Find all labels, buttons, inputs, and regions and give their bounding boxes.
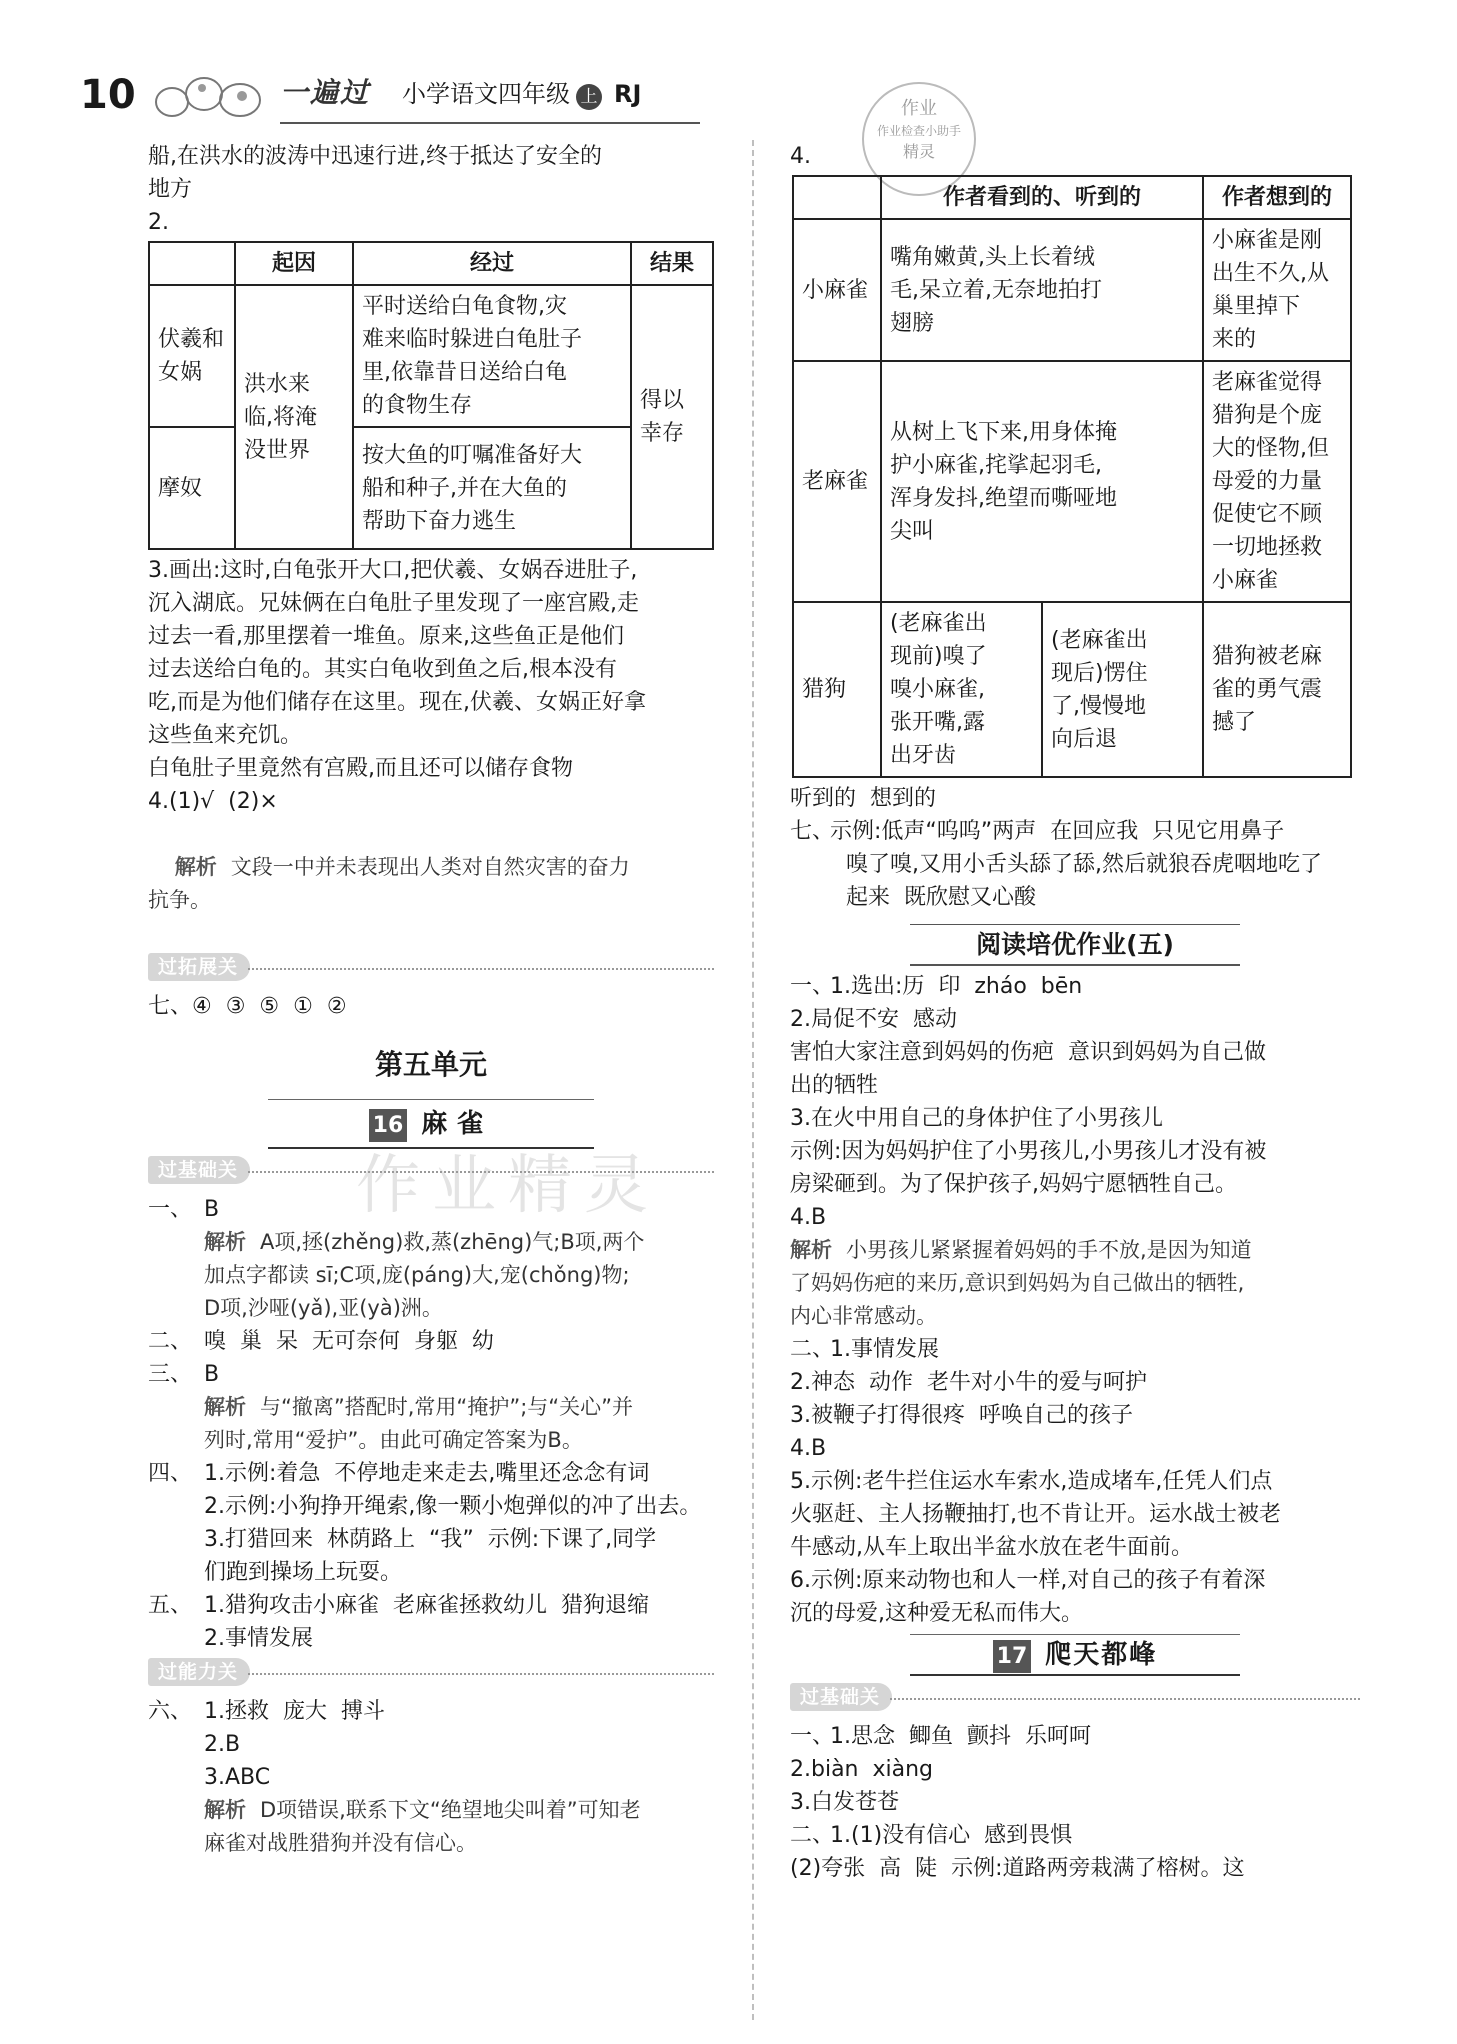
analysis-label: 解析 <box>174 855 217 879</box>
answer-paragraph: 3.画出:这时,白龟张开大口,把伏羲、女娲吞进肚子, 沉入湖底。兄妹俩在白龟肚子里发现了一座宫殿,走 过去一看,那里摆着一堆鱼。原来,这些鱼正是他们 过去送给白龟的。其实白龟收到鱼之后,根本没有 吃,而是为他们储存在这里。现在,伏羲、女娲正好拿 这些鱼来充饥。 <box>148 558 646 748</box>
answer-line: 2.示例:小狗挣开绳索,像一颗小炮弹似的冲了出去。 <box>204 1494 702 1519</box>
table-cell: (老麻雀出 现前)嗅了 嗅小麻雀, 张开嘴,露 出牙齿 <box>881 602 1042 777</box>
answer-item: 二、1.事情发展 <box>790 1337 939 1362</box>
lesson-number: 17 <box>993 1640 1032 1673</box>
answer-line: 3.打猎回来 林荫路上 “我” 示例:下课了,同学 们跑到操场上玩耍。 <box>204 1527 657 1585</box>
answer-line: 4.(1)√ (2)× <box>148 789 278 814</box>
answer-item: 四、 1.示例:着急 不停地走来走去,嘴里还念念有词 <box>148 1461 650 1486</box>
lesson-name: 麻雀 <box>421 1109 494 1139</box>
observation-table <box>792 175 1352 778</box>
table-cell: 猎狗 <box>793 602 881 777</box>
answer-line: 地方 <box>148 177 193 202</box>
watermark: 作业精灵 <box>356 1149 660 1223</box>
answer-line: 4.B <box>790 1205 827 1230</box>
lesson-number: 16 <box>369 1109 408 1142</box>
analysis: 解析 A项,拯(zhěng)救,蒸(zhēng)气;B项,两个 加点字都读 sī;C项,庞(páng)大,宠(chǒng)物; D项,沙哑(yǎ),亚(yà)洲。 <box>204 1230 645 1320</box>
lesson-title <box>148 1095 714 1153</box>
analysis: 解析 文段一中并未表现出人类对自然灾害的奋力 抗争。 <box>148 855 630 912</box>
answer-line: 4.B <box>790 1436 827 1461</box>
table-header: 结果 <box>631 242 713 285</box>
table-header <box>149 242 235 285</box>
section-badge: 过基础关 <box>790 1680 1360 1720</box>
answer-item: 六、 1.拯救 庞大 搏斗 <box>148 1699 385 1724</box>
table-header: 起因 <box>235 242 353 285</box>
answer-line: 2.局促不安 感动 <box>790 1007 957 1032</box>
answer-line: 3.被鞭子打得很疼 呼唤自己的孩子 <box>790 1403 1133 1428</box>
header-subtitle: 小学语文四年级 <box>402 80 570 108</box>
volume-badge: 上 <box>576 84 602 110</box>
answer-line: (2)夸张 高 陡 示例:道路两旁栽满了榕树。这 <box>790 1856 1245 1881</box>
section-title: 阅读培优作业(五) <box>790 920 1360 970</box>
answer-line: 5.示例:老牛拦住运水车索水,造成堵车,任凭人们点 火驱赶、主人扬鞭抽打,也不肯让开。运水战士被老 牛感动,从车上取出半盆水放在老牛面前。 <box>790 1469 1281 1560</box>
answer-item: 二、 嗅 巢 呆 无可奈何 身躯 幼 <box>148 1329 494 1354</box>
table-cell: 老麻雀 <box>793 361 881 602</box>
answer-line: 3.ABC <box>204 1765 271 1790</box>
question-number: 4. <box>790 144 811 169</box>
table-cell: 猎狗被老麻 雀的勇气震 撼了 <box>1203 602 1351 777</box>
column-divider <box>752 140 754 2020</box>
page-number: 10 <box>80 72 136 118</box>
answer-item: 七、示例:低声“呜呜”两声 在回应我 只见它用鼻子 嗅了嗅,又用小舌头舔了舔,然后就狼吞虎咽地吃了 起来 既欣慰又心酸 <box>790 819 1322 910</box>
decorative-bubbles-icon <box>152 74 272 122</box>
brand-logo: 一遍过 <box>280 76 371 109</box>
table-cell: 嘴角嫩黄,头上长着绒 毛,呆立着,无奈地拍打 翅膀 <box>881 219 1203 361</box>
answer-line: 害怕大家注意到妈妈的伤疤 意识到妈妈为自己做 出的牺牲 <box>790 1040 1266 1098</box>
answer-line: 示例:因为妈妈护住了小男孩儿,小男孩儿才没有被 房梁砸到。为了保护孩子,妈妈宁愿牺牲自己。 <box>790 1139 1267 1197</box>
table-header: 作者看到的、听到的 <box>881 176 1203 219</box>
header-underline <box>280 122 700 124</box>
answer-line: 2.B <box>204 1732 241 1757</box>
right-column <box>790 140 1360 1885</box>
answer-item: 一、 B <box>148 1197 220 1222</box>
section-badge: 过基础关 <box>148 1153 714 1193</box>
answer-line: 七、④ ③ ⑤ ① ② <box>148 994 347 1019</box>
answer-line: 6.示例:原来动物也和人一样,对自己的孩子有着深 沉的母爱,这种爱无私而伟大。 <box>790 1568 1266 1626</box>
section-badge: 过拓展关 <box>148 950 714 990</box>
table-cell: 老麻雀觉得 猎狗是个庞 大的怪物,但 母爱的力量 促使它不顾 一切地拯救 小麻雀 <box>1203 361 1351 602</box>
edition-label: RJ <box>614 80 642 108</box>
page-header <box>80 70 700 130</box>
table-cell: 洪水来 临,将淹 没世界 <box>235 285 353 549</box>
answer-item: 二、1.(1)没有信心 感到畏惧 <box>790 1823 1073 1848</box>
question-number: 2. <box>148 210 169 235</box>
table-cell: (老麻雀出 现后)愣住 了,慢慢地 向后退 <box>1042 602 1203 777</box>
table-cell: 平时送给白龟食物,灾 难来临时躲进白龟肚子 里,依靠昔日送给白龟 的食物生存 <box>353 285 631 427</box>
section-badge: 过能力关 <box>148 1655 714 1695</box>
table-cell: 按大鱼的叮嘱准备好大 船和种子,并在大鱼的 帮助下奋力逃生 <box>353 427 631 549</box>
table-header <box>793 176 881 219</box>
answer-item: 一、1.思念 鲫鱼 颤抖 乐呵呵 <box>790 1724 1091 1749</box>
homework-stamp: 作业 作业检查小助手 精灵 <box>862 82 976 196</box>
answer-item: 三、 B <box>148 1362 220 1387</box>
table-cell: 小麻雀 <box>793 219 881 361</box>
table-cell: 从树上飞下来,用身体掩 护小麻雀,挓挲起羽毛, 浑身发抖,绝望而嘶哑地 尖叫 <box>881 361 1203 602</box>
unit-title: 第五单元 <box>374 1048 487 1081</box>
analysis: 解析 小男孩儿紧紧握着妈妈的手不放,是因为知道 了妈妈伤疤的来历,意识到妈妈为自己做出的牺牲, 内心非常感动。 <box>790 1238 1252 1328</box>
answer-item: 五、 1.猎狗攻击小麻雀 老麻雀拯救幼儿 猎狗退缩 <box>148 1593 649 1618</box>
analysis: 解析 D项错误,联系下文“绝望地尖叫着”可知老 麻雀对战胜猎狗并没有信心。 <box>204 1798 641 1855</box>
answer-line: 3.白发苍苍 <box>790 1790 899 1815</box>
table-cell: 伏羲和 女娲 <box>149 285 235 427</box>
answer-line: 船,在洪水的波涛中迅速行进,终于抵达了安全的 <box>148 144 602 169</box>
table-cell: 得以 幸存 <box>631 285 713 549</box>
table-cell: 摩奴 <box>149 427 235 549</box>
left-column <box>148 140 714 1860</box>
answer-line: 3.在火中用自己的身体护住了小男孩儿 <box>790 1106 1163 1131</box>
answer-line: 2.神态 动作 老牛对小牛的爱与呵护 <box>790 1370 1147 1395</box>
answer-line: 2.事情发展 <box>204 1626 313 1651</box>
answer-line: 2.biàn xiàng <box>790 1757 933 1782</box>
lesson-title <box>790 1630 1360 1680</box>
table-header: 经过 <box>353 242 631 285</box>
story-table <box>148 241 714 550</box>
answer-line: 听到的 想到的 <box>790 786 936 811</box>
answer-line: 白龟肚子里竟然有宫殿,而且还可以储存食物 <box>148 756 573 781</box>
answer-item: 一、1.选出:历 印 zháo bēn <box>790 974 1083 999</box>
table-header: 作者想到的 <box>1203 176 1351 219</box>
table-cell: 小麻雀是刚 出生不久,从 巢里掉下 来的 <box>1203 219 1351 361</box>
analysis: 解析 与“撤离”搭配时,常用“掩护”;与“关心”并 列时,常用“爱护”。由此可确定答案为B。 <box>204 1395 634 1452</box>
lesson-name: 爬天都峰 <box>1045 1640 1158 1670</box>
